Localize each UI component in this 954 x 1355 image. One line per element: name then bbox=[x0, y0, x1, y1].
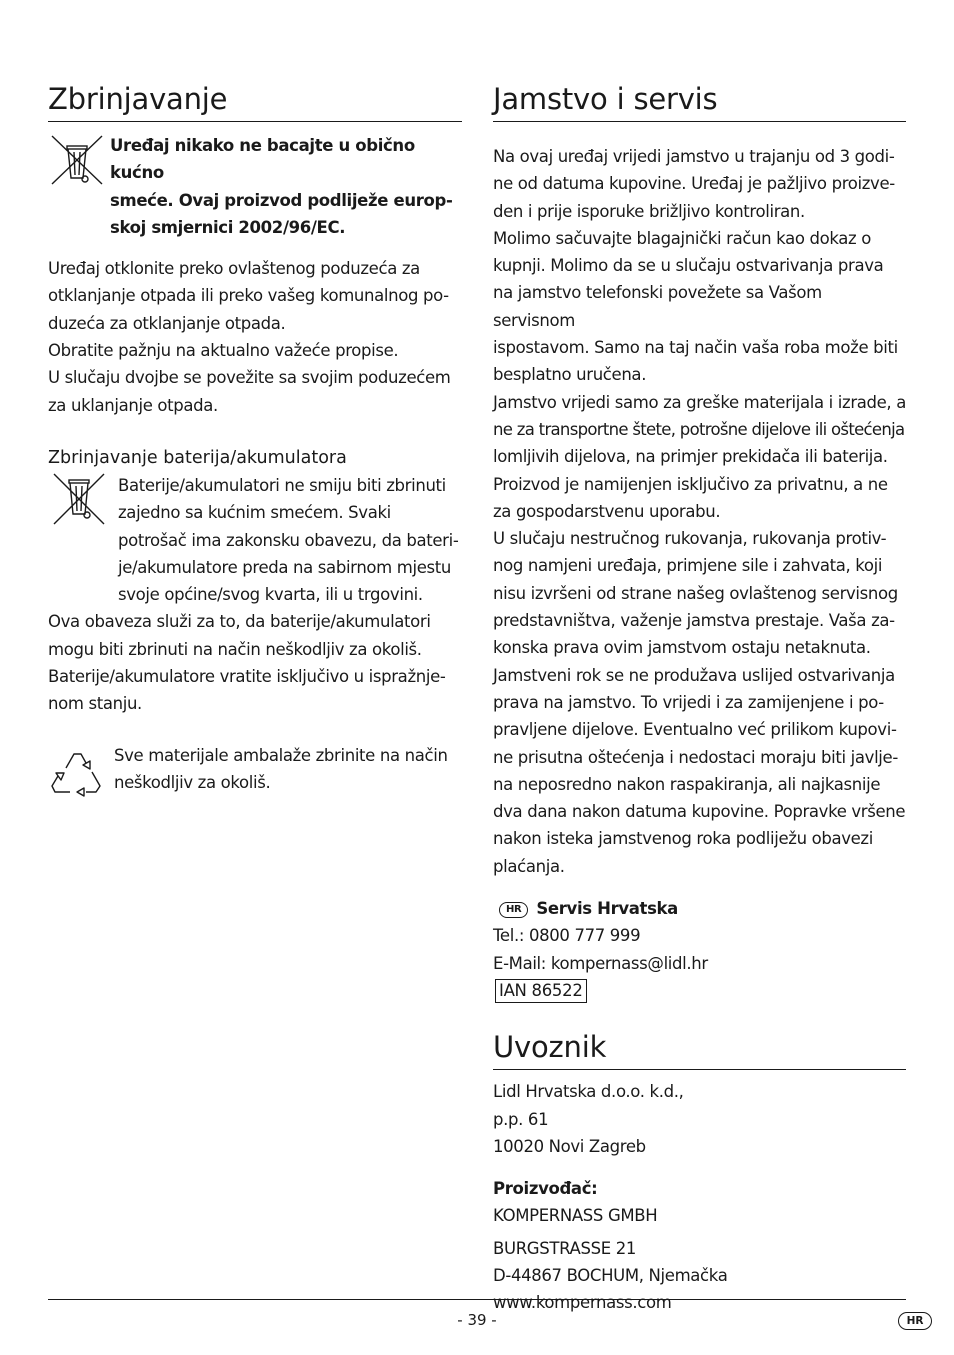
manufacturer-label: Proizvođač: bbox=[493, 1179, 598, 1199]
left-column bbox=[48, 82, 462, 800]
text-line: na jamstvo telefonski povežete sa Vašom servisnom bbox=[493, 283, 822, 330]
text-line: je/akumulatore preda na sabirnom mjestu bbox=[118, 557, 452, 577]
text-line: zajedno sa kućnim smećem. Svaki bbox=[118, 503, 391, 523]
text-line: Molimo sačuvajte blagajnički račun kao dokaz o bbox=[493, 228, 871, 248]
battery-paragraph bbox=[48, 608, 462, 717]
text-line: prava na jamstvo. To vrijedi i za zamijenjene i po- bbox=[493, 692, 884, 712]
text-line: U slučaju dvojbe se povežite sa svojim poduzećem bbox=[48, 368, 451, 388]
text-line: Na ovaj uređaj vrijedi jamstvo u trajanju od 3 godi- bbox=[493, 147, 895, 166]
right-column bbox=[493, 82, 906, 1317]
text-line: na neposredno nakon raspakiranja, ali najkasnije bbox=[493, 774, 881, 794]
text-line: 10020 Novi Zagreb bbox=[493, 1136, 646, 1156]
text-line: duzeća za otklanjanje otpada. bbox=[48, 313, 286, 333]
text-line: dva dana nakon datuma kupovine. Popravke vršene bbox=[493, 802, 906, 822]
text-line: ne za transportne štete, potrošne dijelove ili oštećenja bbox=[493, 419, 905, 439]
warranty-paragraph bbox=[493, 143, 906, 880]
service-phone: Tel.: 0800 777 999 bbox=[493, 926, 641, 946]
disposal-paragraph bbox=[48, 255, 462, 419]
language-badge: HR bbox=[898, 1312, 932, 1330]
text-line: potrošač ima zakonsku obavezu, da bateri- bbox=[118, 530, 459, 550]
service-contact bbox=[493, 895, 906, 1004]
weee-bold-line-3: skoj smjernici 2002/96/EC. bbox=[110, 217, 346, 237]
text-line: predstavništva, važenje jamstva prestaje. Vaša za- bbox=[493, 611, 895, 631]
text-line: svoje općine/svog kvarta, ili u trgovini. bbox=[118, 585, 423, 605]
text-line: Baterije/akumulatore vratite isključivo u ispražnje- bbox=[48, 667, 446, 687]
text-line: ispostavom. Samo na taj način vaša roba može biti bbox=[493, 338, 898, 358]
text-line: ne prisutna oštećenja i nedostaci moraju biti javlje- bbox=[493, 747, 898, 767]
text-line: lomljivih dijelova, na primjer prekidača ili baterija. bbox=[493, 447, 888, 467]
text-line: D-44867 BOCHUM, Njemačka bbox=[493, 1265, 728, 1285]
weee-bold-line-1: Uređaj nikako ne bacajte u obično kućno bbox=[110, 136, 415, 183]
text-line: BURGSTRASSE 21 bbox=[493, 1238, 636, 1258]
text-line: p.p. 61 bbox=[493, 1109, 549, 1129]
text-line: plaćanja. bbox=[493, 856, 565, 876]
text-line: den i prije isporuke brižljivo kontroliran. bbox=[493, 201, 805, 221]
text-line: konska prava ovim jamstvom ostaju netaknuta. bbox=[493, 638, 871, 658]
section-title-disposal: Zbrinjavanje bbox=[48, 82, 462, 122]
battery-notice bbox=[48, 472, 462, 608]
text-line: za uklanjanje otpada. bbox=[48, 395, 218, 415]
section-title-importer: Uvoznik bbox=[493, 1030, 906, 1070]
text-line: nisu izvršeni od strane našeg ovlaštenog servisnog bbox=[493, 583, 898, 603]
weee-bold-line-2: smeće. Ovaj proizvod podliježe europ- bbox=[110, 190, 453, 210]
battery-heading: Zbrinjavanje baterija/akumulatora bbox=[48, 447, 347, 468]
text-line: za gospodarstvenu uporabu. bbox=[493, 501, 721, 521]
text-line: pravljene dijelove. Eventualno već prilikom kupovi- bbox=[493, 720, 897, 740]
text-line: Proizvod je namijenjen isključivo za privatnu, a ne bbox=[493, 474, 888, 494]
text-line: kupnji. Molimo da se u slučaju ostvarivanja prava bbox=[493, 256, 884, 276]
text-line: Obratite pažnju na aktualno važeće propise. bbox=[48, 341, 399, 361]
text-line: Jamstveni rok se ne produžava uslijed ostvarivanja bbox=[493, 665, 895, 685]
text-line: otklanjanje otpada ili preko vašeg komunalnog po- bbox=[48, 286, 449, 306]
crossed-bin-icon bbox=[48, 132, 106, 190]
website: www.kompernass.com bbox=[493, 1293, 672, 1313]
section-title-warranty: Jamstvo i servis bbox=[493, 82, 906, 122]
text-line: Sve materijale ambalaže zbrinite na način bbox=[114, 745, 448, 765]
text-line: nom stanju. bbox=[48, 694, 142, 714]
country-badge: HR bbox=[499, 902, 528, 918]
text-line: ne od datuma kupovine. Uređaj je pažljivo proizve- bbox=[493, 174, 895, 194]
text-line: U slučaju nestručnog rukovanja, rukovanja protiv- bbox=[493, 529, 887, 549]
text-line: Jamstvo vrijedi samo za greške materijala i izrade, a bbox=[493, 392, 906, 412]
recycle-notice bbox=[48, 746, 462, 800]
text-line: besplatno uručena. bbox=[493, 365, 647, 385]
text-line: nog namjeni uređaja, primjene sile i zahvata, koji bbox=[493, 556, 883, 576]
text-line: Lidl Hrvatska d.o.o. k.d., bbox=[493, 1082, 684, 1102]
service-name: Servis Hrvatska bbox=[536, 899, 678, 919]
page-number: - 39 - bbox=[457, 1311, 497, 1329]
text-line: Baterije/akumulatori ne smiju biti zbrinuti bbox=[118, 475, 446, 495]
manufacturer-block bbox=[493, 1175, 906, 1316]
manufacturer-name: KOMPERNASS GMBH bbox=[493, 1206, 658, 1226]
footer-divider bbox=[48, 1299, 906, 1300]
recycle-icon bbox=[48, 746, 106, 800]
service-heading bbox=[493, 895, 906, 922]
text-line: Uređaj otklonite preko ovlaštenog poduzeća za bbox=[48, 259, 420, 279]
crossed-bin-icon bbox=[48, 472, 110, 530]
text-line: nakon isteka jamstvenog roka podliježu obavezi bbox=[493, 829, 873, 849]
text-line: Ova obaveza služi za to, da baterije/akumulatori bbox=[48, 612, 431, 632]
text-line: neškodljiv za okoliš. bbox=[114, 772, 271, 792]
text-line: mogu biti zbrinuti na način neškodljiv za okoliš. bbox=[48, 639, 422, 659]
service-email: E-Mail: kompernass@lidl.hr bbox=[493, 953, 708, 973]
ian-number: IAN 86522 bbox=[495, 979, 587, 1003]
importer-address bbox=[493, 1078, 906, 1160]
weee-notice bbox=[48, 132, 462, 241]
